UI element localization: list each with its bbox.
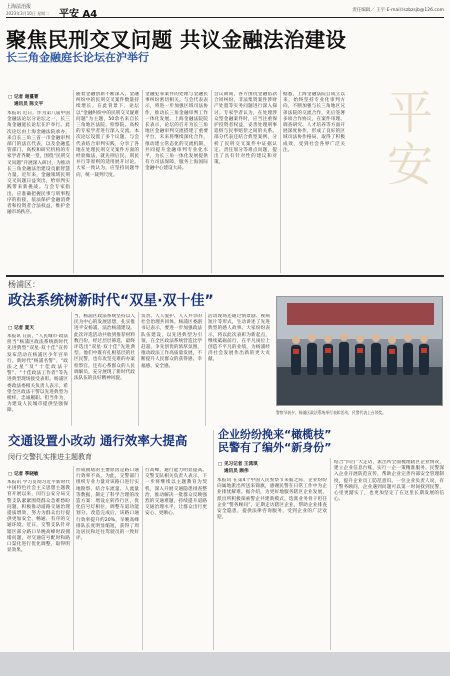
article4-byline-correspondent: 通讯员 顾伟 — [224, 469, 249, 474]
section-title: 平安 A4 — [59, 9, 98, 20]
editor-info: 责任编辑／ 王宇 E-mail:lszbzsjb@126.com — [352, 8, 444, 13]
article4-byline-reporter: □ 见习记者 王鸿琪 — [218, 462, 258, 467]
article1-byline-correspondent: 通讯员 陈文平 — [14, 102, 44, 107]
news-photo — [276, 296, 443, 406]
article4-headline: 企业纷纷挽来“橄榄枝” 民警有了编外“新身份” — [218, 428, 332, 454]
article1-col4: 会议期间，各方围绕金融借款合同纠纷、非法集资案件涉财产处置等实务问题进行深入探讨。专家学者认为，在处理涉众型金融案件时，应当注重保护投资者权益，妥善处理刑事追赃与民事赔偿之间的关系。部分代表还结合典型案例，分析了民刑交叉案件中证据认定、责任划分等难点问题，提出了具有针对性的建议和对策。 — [214, 92, 277, 166]
article2-byline: □ 记者 夏天 — [8, 326, 34, 331]
article1-col3: 金融犯罪案件的处理与金融民事纠纷密切相关。与会代表表示，将进一步加强区域司法协作，推动长三角金融审判工作一体化发展。上海金融法院院长表示，论坛的召开为长三角地区金融审判交流搭建了重要平台，未来将继续深化合作，推动建立常态化的交流机制，共同提升金融审判专业化水平，为长三角一体化发展提供有力司法保障，服务上海国际金融中心建设大局。 — [145, 92, 208, 172]
article2-col2: 当，杨浦区政法系统坚持以人民为中心的发展思想，扎实推进平安杨浦、法治杨浦建设。此次评选活动共收到推荐材料数百份，经过层层筛选，最终评选出“双星·双十佳”先进典型。他们中既有扎根基层的社区民警，也有攻坚克难的办案检察官，还有心系群众的人民调解员，充分展现了新时代政法队伍的良好精神风貌。 — [74, 314, 135, 382]
article2-headline: 政法系统树新时代“双星·双十佳” — [8, 293, 214, 309]
article3-col1: 本报讯 学习贯彻习近平新时代中国特色社会主义思想主题教育开展以来，闵行公安分局交警支队紧紧围绕群众急难愁盼问题，积极推动道路交通治理提质增效，努力为群众出行提供更加安全、畅通、有序的交通环境。近日，交警支队针对辖区部分路口早晚高峰时段拥堵问题，对交通信号配时和路口渠化进行优化调整，取得明显效果。 — [7, 480, 70, 554]
article1-col2: 随着金融创新不断深入，金融纠纷中的民刑交叉案件数量持续增长。在此背景下，论坛以“金融纠纷中的民刑交叉疑难问题”为主题，50余名来自长三角地区法院、检察院、高校的专家学者进行深入交流。本次论坛设置了多个议题，与会代表结合审判实践，分享了各地在处理民刑交叉案件方面的经验做法，就先刑后民、刑民并行等原则的适用展开讨论。大家一致认为，应坚持问题导向，统一裁判尺度。 — [76, 92, 139, 178]
article3-headline: 交通设置小改动 通行效率大提高 — [8, 433, 188, 448]
bottom-band — [0, 652, 450, 676]
article3-subheadline: 闵行交警扎实推进主题教育 — [8, 453, 92, 461]
article2-col3: 负责、人人爱护、人人共享的社会治理共同体。杨浦区委副书记表示，要进一步加强政法队伍建设，以先进典型为引领，在全区政法系统营造比学赶超、争先创优的浓厚氛围，推动政法工作高质量发展，不断提升人民群众的获得感、幸福感、安全感。 — [141, 314, 202, 369]
paper-name: 上海法治报 — [6, 4, 32, 10]
section-watermark: 平安 — [380, 88, 434, 192]
article3-byline: □ 记者 季晓敏 — [8, 472, 39, 477]
article2-col4: 活动现场还通过情景剧、视频短片等形式，生动讲述了先进典型的感人故事。大家纷纷表示，将以此次表彰为新起点，继续砥砺前行，在平凡岗位上创造不平凡的业绩，为杨浦经济社会发展作出新的更大贡献。 — [208, 314, 270, 363]
article1-subheadline: 长三角金融庭长论坛在沪举行 — [6, 51, 149, 64]
article2-col1: 本报讯 日前，“人民城市·政法担当”杨浦区政法系统新时代先进典型“双星·双十佳”宣传发布活动在杨浦区少年宫举行。新时代“杨浦名警”、“政法之星”及“十佳政法干警”、“十佳政法工作者”等先进典型现场接受表彰。杨浦区委政法委相关负责人表示，希望全区政法干警以先进典型为榜样，忠诚履职、担当作为，为建设人民城市提供坚强保障。 — [7, 334, 68, 414]
page-header — [6, 4, 444, 18]
photo-caption: 警察节前夕，杨浦区政法系统举行表彰活动，民警代表上台领奖。 — [276, 410, 387, 415]
article3-col2: 形成拥堵的主要原因是路口通行效率不高。为此，交警部门组织专业力量对该路口进行实地勘察，结合车流量、人流量等数据，制定了科学合理的改造方案：增设左转待行区，优化信号灯相位，调整车道功能划分。改造完成后，该路口通行效率提升约20%，早晚高峰排队长度明显缩短，获得了周边居民和过往驾驶员的一致好评。 — [76, 468, 139, 542]
article1-col5: 据悉，上海金融法院自成立以来，始终坚持专业化审判方向，不断加强与长三角地区兄弟法院的交流合作，先后签署多项合作协议，在案件审理、调查研究、人才培养等方面开展深度协作，形成了良好的区域司法协作格局，取得了积极成效，受到社会各界广泛关注。 — [283, 92, 345, 153]
section-divider — [6, 275, 444, 277]
article3-col3: 行高峰，通行能力明显提高。交警支队相关负责人表示，下一步将继续以主题教育为契机，深入开展交通隐患排查整治，推动解决一批群众反映强烈的交通难题，持续提升道路交通治理水平，让群众出行更安心、更顺心。 — [145, 468, 207, 517]
article4-col1: 本报讯 在第4个中国人民警察节来临之际，企业纷纷向属地派出所送来锦旗，感谢民警在日常工作中为企业排忧解难。据介绍，为更好地服务辖区企业发展，派出所积极探索警企共建新模式，选派业务骨干担任企业“警务顾问”，定期走访辖区企业，帮助企业排查安全隐患，提供法律咨询服务，受到企业的广泛欢迎。 — [217, 478, 327, 521]
article2-location: 杨浦区： — [8, 280, 40, 289]
article1-col1: 本报讯 近日，作为第八届中国金融法论坛分论坛之一，长三角金融庭长论坛在沪举行。此次论坛由上海金融法院承办，来自长三角三省一市金融审判部门的法官代表，以及金融监管部门、高校和研究机构的专家学者齐聚一堂，围绕“民刑交叉问题”开展深入研讨，为推动长三角金融法治建设贡献智慧力量。近年来，金融领域民刑交叉问题日益突出，给审判实践带来新挑战。与会专家指出，应准确把握民事与刑事程序的衔接，依法保护金融消费者和投资者合法权益，维护金融市场秩序。 — [7, 111, 70, 216]
article1-headline: 聚焦民刑交叉问题 共议金融法治建设 — [6, 28, 347, 52]
article1-byline-reporter: □ 记者 谢蔓菁 — [8, 95, 39, 100]
article4-col2: 结合“四百”大走访，派出所全面梳理辖区企业情况，建立企业信息台账，实行一企一策精准服务。民警深入企业开展防范宣传，帮助企业完善内部安全管理制度，提升企业员工防范意识。一位企业负责人说，有了警务顾问，企业遇到问题可以第一时间找到民警，心里更踏实了，也更加坚定了在这里长期发展的信心。 — [334, 460, 444, 503]
issue-date: 2023年3月10日 星期二 — [6, 11, 50, 16]
